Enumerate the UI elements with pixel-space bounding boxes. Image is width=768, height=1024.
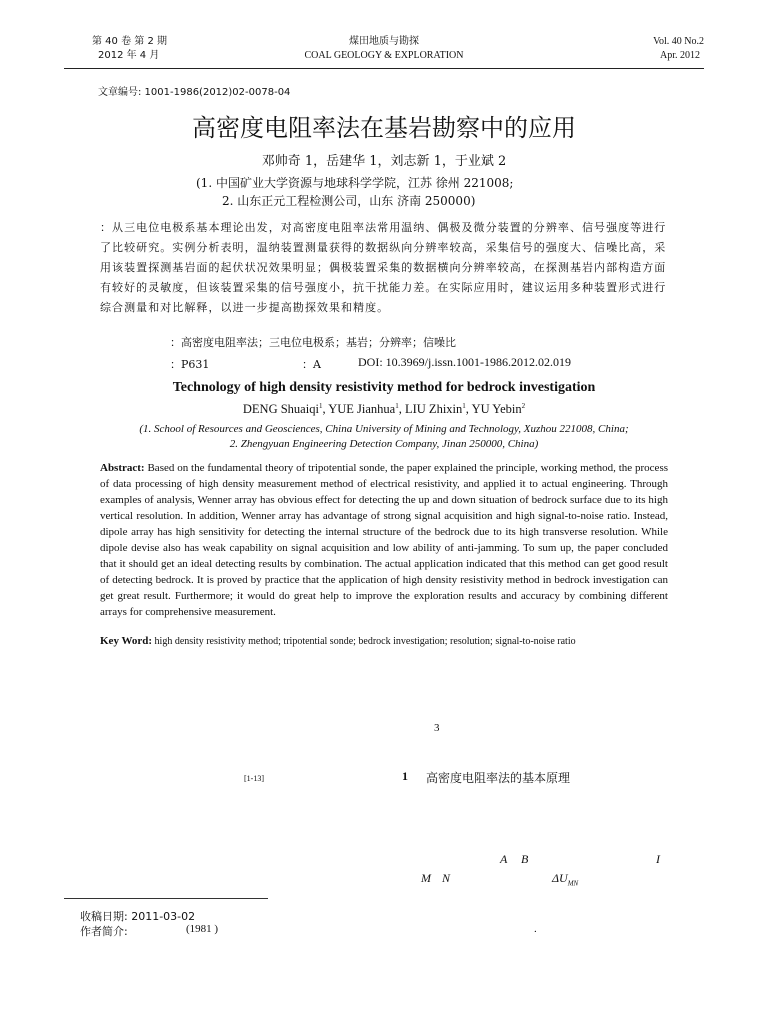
journal-title-en: COAL GEOLOGY & EXPLORATION: [304, 50, 464, 61]
date-en: Apr. 2012: [660, 50, 700, 61]
keywords-en-label: Key Word:: [100, 635, 153, 647]
authors-en: DENG Shuaiqi$^1$, YUE Jianhua$^1$, LIU Zhixin$^1$, YU Yebin$^2$: [242, 402, 526, 417]
title-cn: 高密度电阻率法在基岩勘察中的应用: [192, 114, 576, 142]
affiliation-en: [0, 422, 768, 452]
affiliation-cn-1: (1. 中国矿业大学资源与地球科学学院，江苏 徐州 221008;: [196, 176, 514, 190]
delta-u-symbol: [552, 871, 578, 887]
date-cn: 2012 年 4 月: [98, 50, 160, 61]
author-en: YU Yebin: [471, 402, 522, 417]
author-sup: 1: [318, 402, 323, 410]
author-sup: 2: [521, 402, 526, 410]
affiliation-en-1: (1. School of Resources and Geosciences, China University of Mining and Technology, Xuzhou 221008, China;: [139, 423, 629, 435]
abstract-cn: ：从三电位电极系基本理论出发，对高密度电阻率法常用温纳、偶极及微分装置的分辨率、信号强度等进行了比较研究。实例分析表明，温纳装置测量获得的数据纵向分辨率较高，采集信号的强度大、信噪比高，采用该装置探测基岩面的起伏状况效果明显；偶极装置采集的数据横向分辨率较高，在探测基岩内部构造方面有较好的灵敏度，但该装置采集的信号强度小，抗干扰能力差。在实际应用时，建议运用多种装置形式进行综合测量和对比解释，以进一步提高勘探效果和精度。: [100, 221, 667, 314]
author-sup: 1: [462, 402, 466, 410]
author-birth-year: (1981 ): [186, 923, 219, 935]
symbol-a: A: [500, 852, 508, 866]
received-date: 收稿日期: 2011-03-02: [80, 910, 196, 923]
reference-mark: [1-13]: [244, 774, 264, 783]
keywords-cn: ：高密度电阻率法；三电位电极系；基岩；分辨率；信噪比: [170, 336, 456, 349]
symbol-b: B: [521, 852, 529, 866]
volume-issue-en: Vol. 40 No.2: [653, 36, 704, 47]
header-rule: [64, 68, 704, 69]
symbol-m: M: [421, 871, 431, 885]
title-en: Technology of high density resistivity method for bedrock investigation: [172, 380, 596, 395]
abstract-en: [100, 460, 668, 620]
article-id: 文章编号: 1001-1986(2012)02-0078-04: [98, 87, 291, 98]
authors-cn: 邓帅奇 1，岳建华 1，刘志新 1，于业斌 2: [261, 154, 507, 169]
keywords-en: [100, 635, 576, 647]
author-en: LIU Zhixin: [404, 402, 463, 417]
section-number: 1: [402, 769, 408, 783]
body-number: 3: [434, 722, 440, 734]
abstract-en-text: Based on the fundamental theory of tripotential sonde, the paper explained the principle, working method, the process of data processing of high density measurement method of electrical resistivity, and applied it to actual engineering. Through examples of analysis, Wenner array has obvious effect for detecting the up and down situation of bedrock surface due to its high vertical resolution. In addition, Wenner array has advantage of strong signal acquisition and high signal-to-noise ratio. Instead, dipole array has high sensitivity for detecting the internal structure of the bedrock due to its high transverse resolution. While dipole devise also has weak capability on signal acquisition and low ability of anti-jamming. To sum up, the paper concluded that it should get an ideal detecting results by combination. The actual application indicated that this method can get good result of detecting bedrock. It is proved by practice that the application of high density resistivity method in bedrock investigation can get great result. Furthermore; it would do great help to improve the exploration results and accuracy by combining different arrays for comprehensive measurement.: [100, 462, 669, 618]
author-en: YUE Jianhua: [328, 402, 396, 417]
author-en: DENG Shuaiqi: [242, 402, 319, 417]
section-title: 高密度电阻率法的基本原理: [426, 771, 571, 785]
keywords-en-text: high density resistivity method; tripotential sonde; bedrock investigation; resolution; signal-to-noise ratio: [154, 636, 576, 647]
journal-title-cn: 煤田地质与勘探: [349, 36, 419, 47]
footnote-rule: [64, 898, 268, 899]
symbol-n: N: [442, 871, 451, 885]
doi: DOI: 10.3969/j.issn.1001-1986.2012.02.019: [358, 355, 571, 369]
footnote-dot: .: [534, 923, 537, 935]
author-sup: 1: [395, 402, 399, 410]
symbol-i: I: [656, 852, 660, 866]
delta-u: ΔU: [552, 871, 568, 885]
affiliation-cn-2: 2. 山东正元工程检测公司，山东 济南 250000): [222, 194, 476, 208]
author-intro-label: 作者简介:: [80, 925, 128, 938]
abstract-en-label: Abstract:: [100, 462, 145, 474]
volume-issue-cn: 第 40 卷 第 2 期: [92, 36, 167, 47]
delta-u-subscript: MN: [567, 879, 579, 888]
affiliation-en-2: 2. Zhengyuan Engineering Detection Company, Jinan 250000, China): [229, 438, 539, 450]
doc-code: ：A: [302, 358, 321, 371]
clc-number: ：P631: [170, 358, 210, 371]
